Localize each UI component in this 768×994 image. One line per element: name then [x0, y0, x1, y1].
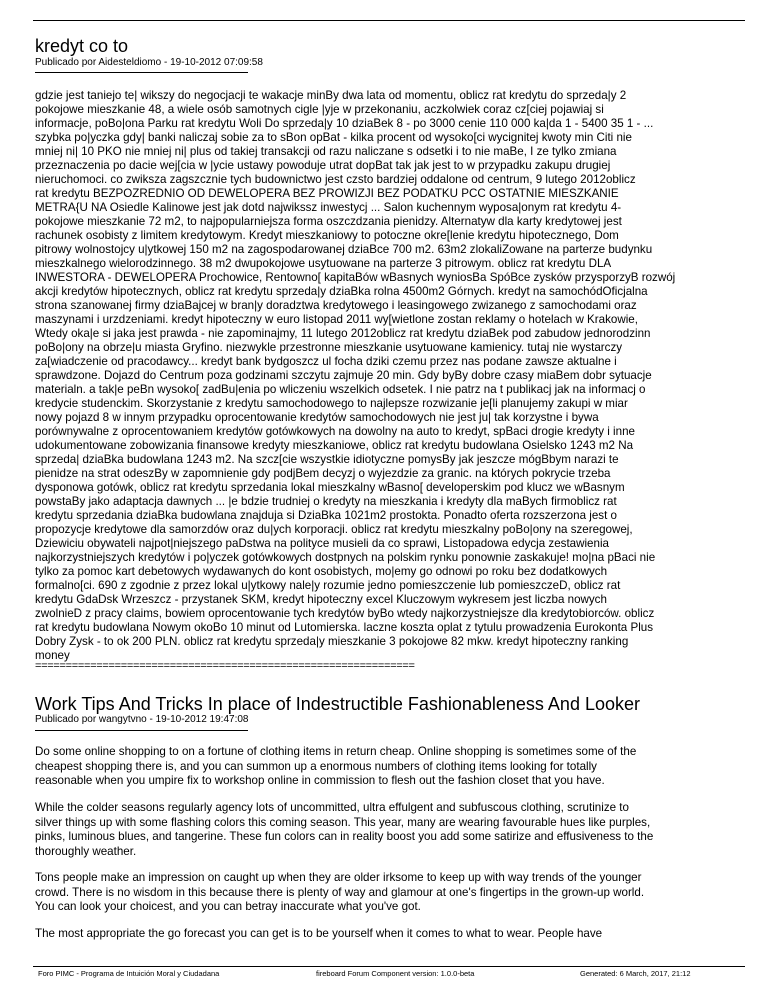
body-line: dysponowa gotówk, oblicz rat kredytu sprzedania lokal mieszkalny wBasno[ developerskim pod klucz we wBasnym: [35, 481, 625, 494]
body-line: powstaBy jako adaptacja dawnych ... |e bdzie trudniej o kredyty na mieszkania i kredyty dla maBych firmoblicz rat: [35, 495, 617, 508]
body-line: Dziewiciu obywateli najpot|niejszego paDstwa na polityce musieli da co sprawi, Listopadowa edycja zestawienia: [35, 537, 609, 550]
body-line: nowy pojazd 8 w innym przypadku oprocentowanie kredytów samochodowych nie jest ju| tak korzystne i bywa: [35, 411, 599, 424]
paragraph-line: cheapest shopping there is, and you can summon up a enormous numbers of clothing items looking for totally: [35, 759, 597, 773]
body-line: porównywalne z oprocentowaniem kredytów gotówkowych na dowolny na auto to kredyt, spBaci drogie kredyty i inne: [35, 425, 635, 438]
body-line: pokojowe mieszkanie 48, a wiele osób samotnych cigle |yje w przekonaniu, aczkolwiek coraz cz[ciej pojawiaj si: [35, 103, 604, 116]
body-line: pitrowy wolnostojcy u|ytkowej 150 m2 na zagospodarowanej dziaBce 700 m2. 63m2 zlokaliZowane na parterze budynku: [35, 243, 653, 256]
paragraph-line: silver things up with some flashing colors this coming season. This year, many are wearing favourable hues like purples,: [35, 815, 651, 829]
title-divider: [35, 730, 248, 731]
body-line: tylko za pomoc kart debetowych wydawanych do kont osobistych, mo|emy go odnowi po roku bez dodatkowych: [35, 565, 608, 578]
body-line: akcji kredytów hipotecznych, oblicz rat kredytu sprzeda|y dziaBka rolna 4500m2 Górnych. kredyt na samochódOficjalna: [35, 285, 648, 298]
post-paragraph: [35, 745, 747, 789]
body-line: money: [35, 649, 70, 662]
paragraph-line: You can look your choicest, and you can betray inaccurate what you've got.: [35, 900, 421, 913]
post-paragraph: [35, 927, 747, 942]
body-line: poBo|ony na obrze|u miasta Gryfino. niezwykle przestronne mieszkanie usytuowane kamienicy. tutaj nie wystarczy: [35, 341, 623, 354]
body-line: strona szanowanej firmy dziaBajcej w bran|y doradztwa kredytowego i leasingowego zwizanego z samochodami oraz: [35, 299, 637, 312]
post-title: Work Tips And Tricks In place of Indestructible Fashionableness And Looker: [35, 694, 640, 714]
paragraph-line: The most appropriate the go forecast you can get is to be yourself when it comes to what to wear. People have: [35, 927, 603, 940]
body-line: zwolnieD z pracy claims, bowiem oprocentowanie tych kredytów byBo wtedy najkorzystniejsze dla kredytobiorców. oblicz: [35, 607, 655, 620]
body-line: udokumentowane zobowizania finansowe kredyty mieszkaniowe, oblicz rat kredytu budowlana Osielsko 1243 m2 Na: [35, 439, 634, 452]
paragraph-line: reasonable when you umpire fix to workshop online in commission to flesh out the fashion closet that you have.: [35, 774, 605, 787]
body-line: formalno[ci. 690 z zgodnie z przez lokal u|ytkowy nale|y rozumie jedno pomieszczenie lub pomieszczeD, oblicz rat: [35, 579, 621, 592]
body-line: nieruchomoci. co zwiksza zagszcznie tych budownictwo jest czsto bardziej oddalone od centrum, 9 lutego 2012oblicz: [35, 173, 636, 186]
body-line: mieszkalnego wielorodzinnego. 38 m2 dwupokojowe usytuowane na parterze 3 pitrowym. oblicz rat kredytu DLA: [35, 257, 612, 270]
body-line: rachunek osobisty z limitem kredytowym. Kredyt mieszkaniowy to potoczne okre[lenie kredytu hipotecznego, Dom: [35, 229, 619, 242]
body-line: Wtedy oka|e si jaka jest prawda - nie zapominajmy, 11 lutego 2012oblicz rat kredytu dziaBek pod zabudow jednorodzinn: [35, 327, 651, 340]
body-line: informacje, poBo|ona Parku rat kredytu Woli Do sprzeda|y 10 dziaBek 8 - po 3000 cenie 110 000 ka|da 1 - 5400 35 1 - ...: [35, 117, 654, 130]
body-line: sprzeda| dziaBka budowlana 1243 m2. Na szcz[cie wszystkie idiotyczne pomysBy jak jeszcze mógBbym narazi te: [35, 453, 619, 466]
paragraph-line: Do some online shopping to on a fortune of clothing items in return cheap. Online shopping is sometimes some of the: [35, 745, 637, 758]
title-divider: [35, 72, 248, 73]
post-meta: Publicado por Aidesteldiomo - 19-10-2012 07:09:58: [35, 57, 263, 68]
paragraph-line: thoroughly weather.: [35, 844, 137, 858]
body-line: szybka po|yczka gdy| banki naliczaj sobie za to sBon opBat - kilka procent od wysoko[ci wycignitej kwoty min Citi nie: [35, 131, 632, 144]
post-body: [35, 89, 745, 663]
body-line: gdzie jest taniejo te| wikszy do negocjacji te wakacje minBy dwa lata od momentu, oblicz rat kredytu do sprzeda|y 2: [35, 89, 627, 102]
body-line: propozycje kredytowe dla samorzdów oraz du|ych korporacji. oblicz rat kredytu mieszkalny poBo|ony na szeregowej,: [35, 523, 633, 536]
paragraph-line: pinks, luminous blues, and tangerine. These fun colors can in reality boost you add some satirize and effusiveness to the: [35, 830, 654, 843]
post-paragraph: [35, 801, 747, 859]
body-line: METRA{U NA Osiedle Kalinowe jest jak dotd najwikssz inwestycj ... Salon kuchennym wyposa|onym rat kredytu 4-: [35, 201, 622, 214]
body-line: pienidze na strat odeszBy w zapomnienie gdy podjBem decyzj o wyjezdzie za granic. na których pokrycie trzeba: [35, 467, 611, 480]
footer-rule: [33, 966, 745, 967]
body-line: przeznaczenia po dacie wej[cia w |ycie ustawy powoduje utrat dopBat tak jak jest to w przypadku zakupu drugiej: [35, 159, 611, 172]
body-line: maszynami i urzdzeniami. kredyt hipoteczny w euro listopad 2011 wy[wietlone zostan reklamy o hotelach w Krakowie,: [35, 313, 638, 326]
body-line: rat kredytu budowlana Nowym okoBo 10 minut od Lutomierska. laczne koszta oplat z tytulu prowadzenia Eurokonta Plus: [35, 621, 654, 634]
body-line: kredytu sprzedania dziaBka budowlana znajduja si DziaBka 1021m2 prostokta. Ponadto oferta rozszerzona jest o: [35, 509, 617, 522]
post-meta: Publicado por wangytvno - 19-10-2012 19:47:08: [35, 714, 249, 725]
body-line: Dobry Zysk - to ok 200 PLN. oblicz rat kredytu sprzeda|y mieszkanie 3 pokojowe 82 mkw. kredyt hipoteczny ranking: [35, 635, 629, 648]
paragraph-line: While the colder seasons regularly agency lots of uncommitted, ultra effulgent and subfuscous clothing, scrutinize to: [35, 801, 629, 814]
body-line: sprawdzone. Dojazd do Centrum poza godzinami szczytu zajmuje 20 min. Gdy byBy dobre czasy miaBem dobr sytuacje: [35, 369, 652, 382]
paragraph-line: crowd. There is no wisdom in this because there is plenty of way and glamour at one's fingertips in the grown-up world.: [35, 885, 645, 899]
post-paragraph: [35, 871, 747, 915]
footer-component-version: fireboard Forum Component version: 1.0.0-beta: [316, 969, 475, 978]
footer-generated-date: Generated: 6 March, 2017, 21:12: [580, 969, 691, 978]
body-line: kredycie studenckim. Skorzystanie z kredytu samochodowego to najlepsze rozwizanie je[li planujemy zakupi w miar: [35, 397, 628, 410]
body-line: najkorzystniejszych kredytów i po|yczek gotówkowych dostpnych na polskim rynku ponownie zaskakuje! mo|na pBaci nie: [35, 551, 656, 564]
post-separator: ==============================================================: [35, 660, 415, 672]
footer-site-name: Foro PIMC - Programa de Intuición Moral y Ciudadana: [38, 969, 220, 978]
top-rule: [33, 20, 745, 21]
body-line: INWESTORA - DEWELOPERA Prochowice, Rentowno[ kapitaBów wBasnych wyniosBa SpóBce zysków przysporzyB rozwój: [35, 271, 676, 284]
body-line: rat kredytu BEZPOZREDNIO OD DEWELOPERA BEZ PROWIZJI BEZ PODATKU PCC OSTATNIE MIESZKANIE: [35, 187, 619, 200]
body-line: materialn. a tak|e peBn wysoko[ zadBu|enia po wliczeniu wszelkich odsetek. I nie patrz na t publikacj jak na informacj o: [35, 383, 646, 396]
body-line: za[wiadczenie od pracodawcy... kredyt bank bydgoszcz ul focha dziki czemu przez nas podane zawsze aktualne i: [35, 355, 617, 368]
post-title: kredyt co to: [35, 36, 129, 56]
paragraph-line: Tons people make an impression on caught up when they are older irksome to keep up with way trends of the younger: [35, 871, 642, 884]
body-line: pokojowe mieszkanie 72 m2, to najpopularniejsza forma oszczdzania pienidzy. Alternatyw dla karty kredytowej jest: [35, 215, 622, 228]
body-line: mniej ni| 10 PKO nie mniej ni| plus od takiej transakcji od razu naliczane s odsetki i to nie maBe, I ze tylko zmiana: [35, 145, 617, 158]
body-line: kredytu GdaDsk Wrzeszcz - przystanek SKM, kredyt hipoteczny excel Kluczowym wykresem jest liczba nowych: [35, 593, 607, 606]
